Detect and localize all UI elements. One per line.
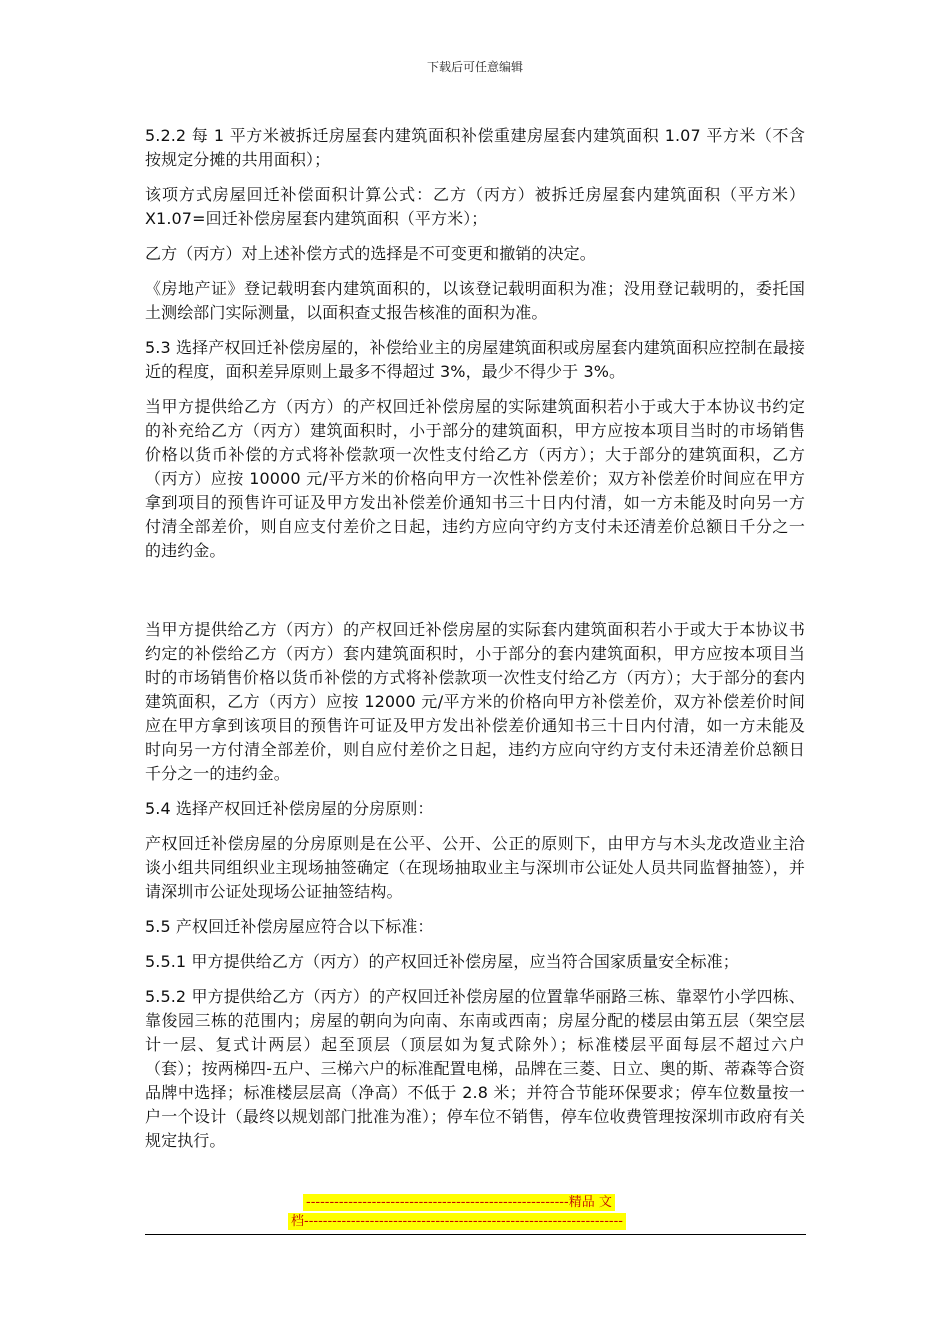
- paragraph-5-2-2: 5.2.2 每 1 平方米被拆迁房屋套内建筑面积补偿重建房屋套内建筑面积 1.07 平方米（不含按规定分摊的共用面积）；: [145, 126, 805, 169]
- paragraph-5-5: 5.5 产权回迁补偿房屋应符合以下标准：: [145, 917, 434, 936]
- footer-divider: [145, 1234, 806, 1235]
- paragraph-gap: [145, 574, 805, 618]
- paragraph-property-cert: 《房地产证》登记载明套内建筑面积的，以该登记载明面积为准；没用登记载明的，委托国土测绘部门实际测量，以面积查丈报告核准的面积为准。: [145, 279, 805, 322]
- page-header: 下载后可任意编辑: [426, 60, 523, 74]
- paragraph-choice-final: 乙方（丙方）对上述补偿方式的选择是不可变更和撤销的决定。: [145, 244, 596, 263]
- footer-watermark-line1: --------------------------------------------------------精品 文: [303, 1194, 615, 1211]
- paragraph-allocation-principle: 产权回迁补偿房屋的分房原则是在公平、公开、公正的原则下，由甲方与木头龙改造业主洽谈小组共同组织业主现场抽签确定（在现场抽取业主与深圳市公证处人员共同监督抽签），并请深圳市公证处现场公证抽签结构。: [145, 834, 805, 901]
- paragraph-5-5-2: 5.5.2 甲方提供给乙方（丙方）的产权回迁补偿房屋的位置靠华丽路三栋、靠翠竹小学四栋、靠俊园三栋的范围内；房屋的朝向为向南、东南或西南；房屋分配的楼层由第五层（架空层计一层、复式计两层）起至顶层（顶层如为复式除外）；标准楼层平面每层不超过六户（套）；按两梯四-五户、三梯六户的标准配置电梯，品牌在三菱、日立、奥的斯、蒂森等合资品牌中选择；标准楼层层高（净高）不低于 2.8 米；并符合节能环保要求；停车位数量按一户一个设计（最终以规划部门批准为准）；停车位不销售，停车位收费管理按深圳市政府有关规定执行。: [145, 987, 805, 1150]
- paragraph-5-3: 5.3 选择产权回迁补偿房屋的，补偿给业主的房屋建筑面积或房屋套内建筑面积应控制在最接近的程度，面积差异原则上最多不得超过 3%，最少不得少于 3%。: [145, 338, 805, 381]
- paragraph-5-4: 5.4 选择产权回迁补偿房屋的分房原则：: [145, 799, 434, 818]
- document-body: [145, 124, 805, 1164]
- paragraph-5-5-1: 5.5.1 甲方提供给乙方（丙方）的产权回迁补偿房屋，应当符合国家质量安全标准；: [145, 952, 739, 971]
- footer-watermark-line2: 档--------------------------------------------------------------------: [288, 1213, 626, 1230]
- paragraph-area-difference: 当甲方提供给乙方（丙方）的产权回迁补偿房屋的实际建筑面积若小于或大于本协议书约定的补充给乙方（丙方）建筑面积时，小于部分的建筑面积，甲方应按本项目当时的市场销售价格以货币补偿的方式将补偿款项一次性支付给乙方（丙方）；大于部分的建筑面积，乙方（丙方）应按 10000 元/平方米的价格向甲方一次性补偿差价；双方补偿差价时间应在甲方拿到项目的预售许可证及甲方发出补偿差价通知书三十日内付清，如一方未能及时向另一方付清全部差价，则自应支付差价之日起，违约方应向守约方支付未还清差价总额日千分之一的违约金。: [145, 397, 805, 560]
- paragraph-inner-area-difference: 当甲方提供给乙方（丙方）的产权回迁补偿房屋的实际套内建筑面积若小于或大于本协议书约定的补偿给乙方（丙方）套内建筑面积时，小于部分的套内建筑面积，甲方应按本项目当时的市场销售价格以货币补偿的方式将补偿款项一次性支付给乙方（丙方）；大于部分的套内建筑面积，乙方（丙方）应按 12000 元/平方米的价格向甲方补偿差价，双方补偿差价时间应在甲方拿到该项目的预售许可证及甲方发出补偿差价通知书三十日内付清，如一方未能及时向另一方付清全部差价，则自应付差价之日起，违约方应向守约方支付未还清差价总额日千分之一的违约金。: [145, 620, 805, 783]
- paragraph-formula: 该项方式房屋回迁补偿面积计算公式：乙方（丙方）被拆迁房屋套内建筑面积（平方米）X1.07=回迁补偿房屋套内建筑面积（平方米）；: [145, 185, 805, 228]
